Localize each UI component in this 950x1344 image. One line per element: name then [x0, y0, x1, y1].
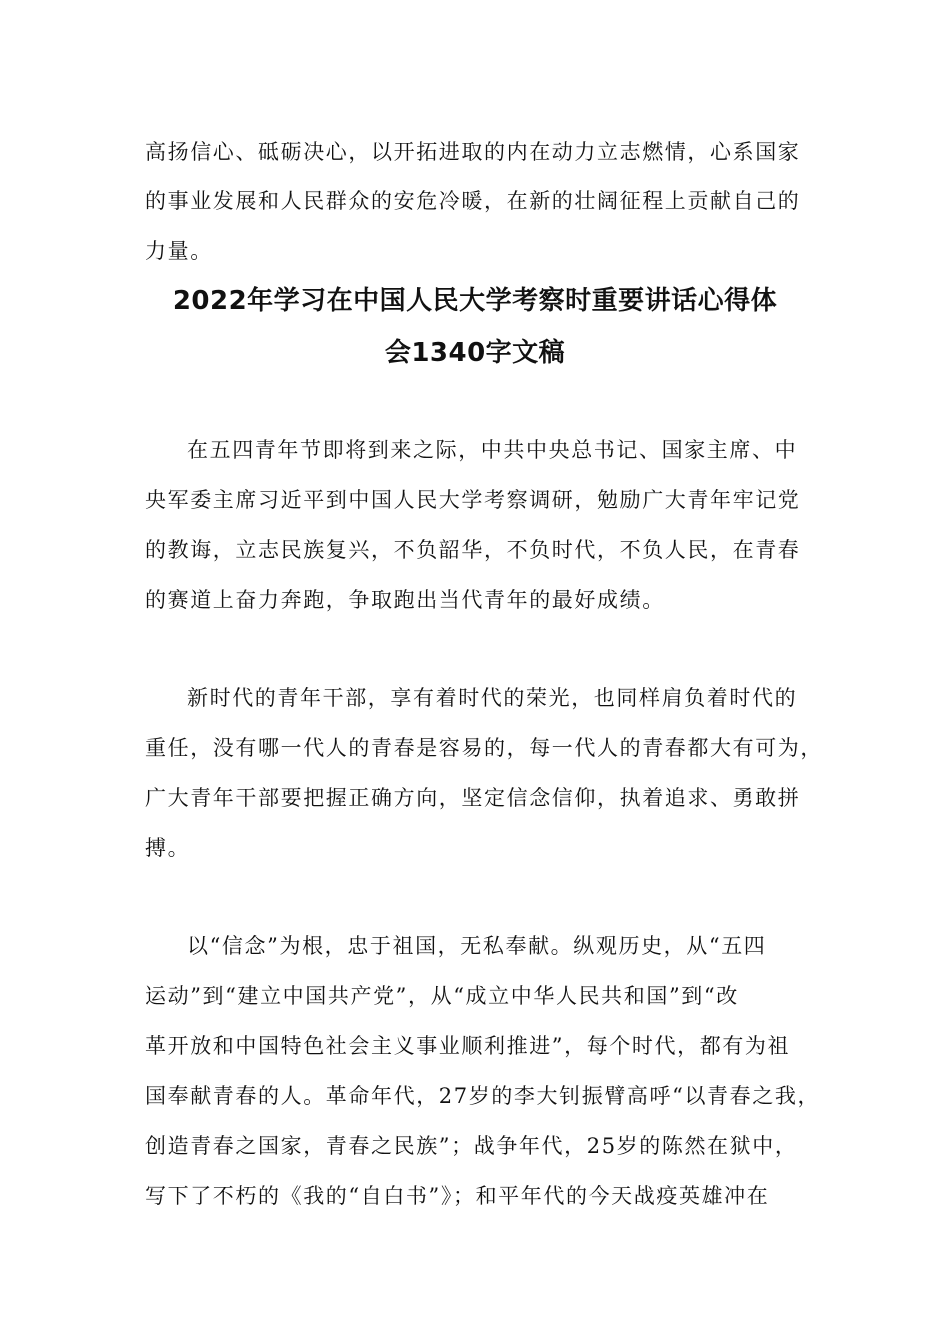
document-title-line-2: 会1340字文稿 [384, 338, 566, 368]
paragraph1-line-2: 央军委主席习近平到中国人民大学考察调研，勉励广大青年牢记党 [145, 488, 801, 512]
paragraph1-line-4: 的赛道上奋力奔跑，争取跑出当代青年的最好成绩。 [145, 588, 665, 612]
paragraph2-line-3: 广大青年干部要把握正确方向，坚定信念信仰，执着追求、勇敢拼 [145, 786, 801, 810]
intro-line-2: 的事业发展和人民群众的安危冷暖，在新的壮阔征程上贡献自己的 [145, 189, 801, 213]
paragraph3-line-3: 革开放和中国特色社会主义事业顺利推进”，每个时代，都有为祖 [145, 1034, 791, 1058]
paragraph3-line-1: 以“信念”为根，忠于祖国，无私奉献。纵观历史，从“五四 [187, 934, 767, 958]
paragraph3-line-2: 运动”到“建立中国共产党”，从“成立中华人民共和国”到“改 [145, 984, 739, 1008]
intro-line-1: 高扬信心、砥砺决心，以开拓进取的内在动力立志燃情，心系国家 [145, 140, 801, 164]
paragraph1-line-1: 在五四青年节即将到来之际，中共中央总书记、国家主席、中 [187, 438, 798, 462]
paragraph2-line-4: 搏。 [145, 836, 191, 860]
paragraph3-line-4: 国奉献青春的人。革命年代，27岁的李大钊振臂高呼“以青春之我， [145, 1084, 821, 1108]
paragraph3-line-6: 写下了不朽的《我的“自白书”》；和平年代的今天战疫英雄冲在 [145, 1184, 770, 1208]
intro-line-3: 力量。 [145, 239, 213, 263]
document-title-line-1: 2022年学习在中国人民大学考察时重要讲话心得体 [172, 286, 778, 316]
paragraph3-line-5: 创造青春之国家，青春之民族”；战争年代，25岁的陈然在狱中， [145, 1134, 798, 1158]
paragraph1-line-3: 的教诲，立志民族复兴，不负韶华，不负时代，不负人民，在青春 [145, 538, 801, 562]
paragraph2-line-2: 重任，没有哪一代人的青春是容易的，每一代人的青春都大有可为， [145, 736, 823, 760]
paragraph2-line-1: 新时代的青年干部，享有着时代的荣光，也同样肩负着时代的 [187, 686, 798, 710]
